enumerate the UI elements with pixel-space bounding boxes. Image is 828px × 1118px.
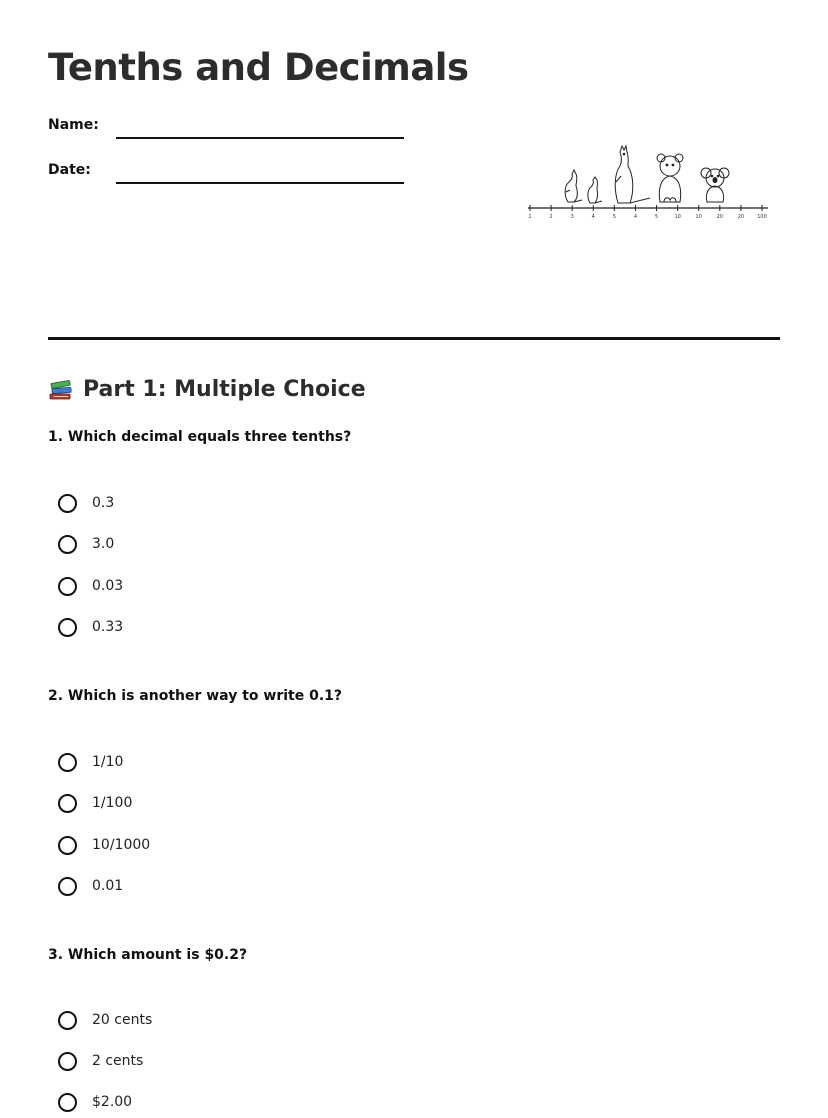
radio-button[interactable] (58, 877, 77, 896)
number-line-label: 20 (737, 214, 745, 220)
option-label: 1/100 (92, 795, 133, 811)
option-label: 3.0 (92, 536, 115, 552)
option-label: 0.03 (92, 578, 124, 594)
date-line[interactable] (116, 182, 404, 184)
radio-button[interactable] (58, 577, 77, 596)
date-field[interactable] (48, 162, 408, 186)
radio-button[interactable] (58, 1093, 77, 1112)
worksheet-title: Tenths and Decimals (48, 46, 469, 89)
answer-option[interactable] (58, 790, 358, 816)
number-line-label: 3 (570, 214, 574, 220)
radio-button[interactable] (58, 794, 77, 813)
answer-option[interactable] (58, 873, 358, 899)
date-label: Date: (48, 162, 91, 178)
radio-button[interactable] (58, 836, 77, 855)
question-text: 1. Which decimal equals three tenths? (48, 429, 352, 445)
koala (701, 168, 729, 202)
name-line[interactable] (116, 137, 404, 139)
number-line-label: 2 (549, 214, 553, 220)
number-line-label: 4 (633, 214, 638, 220)
option-label: 0.3 (92, 495, 115, 511)
part1-title: Part 1: Multiple Choice (83, 376, 366, 402)
option-label: 0.33 (92, 619, 124, 635)
small-kangaroo-1 (565, 170, 582, 202)
option-label: 1/10 (92, 754, 124, 770)
sitting-koala (657, 154, 683, 202)
small-kangaroo-2 (588, 177, 602, 203)
part1-heading (48, 374, 366, 404)
option-label: 10/1000 (92, 837, 151, 853)
question-text: 2. Which is another way to write 0.1? (48, 688, 343, 704)
answer-option[interactable] (58, 490, 358, 516)
answer-option[interactable] (58, 573, 358, 599)
answer-option[interactable] (58, 1089, 358, 1115)
number-line-label: 5 (612, 214, 616, 220)
number-line-label: 20 (716, 214, 724, 220)
number-line-label: 5 (654, 214, 659, 220)
number-line-label: 10 (674, 214, 681, 220)
option-label: 0.01 (92, 878, 124, 894)
option-label: 2 cents (92, 1053, 144, 1069)
answer-option[interactable] (58, 832, 358, 858)
name-label: Name: (48, 117, 99, 133)
radio-button[interactable] (58, 1011, 77, 1030)
radio-button[interactable] (58, 618, 77, 637)
section-divider (48, 337, 780, 340)
option-label: 20 cents (92, 1012, 153, 1028)
answer-option[interactable] (58, 614, 358, 640)
number-line-label: 4 (591, 214, 595, 220)
answer-option[interactable] (58, 1048, 358, 1074)
animals-number-line-illustration (526, 140, 772, 222)
number-line-label: 100 (757, 214, 767, 220)
radio-button[interactable] (58, 494, 77, 513)
option-label: $2.00 (92, 1094, 133, 1110)
radio-button[interactable] (58, 1052, 77, 1071)
answer-option[interactable] (58, 531, 358, 557)
tall-kangaroo (615, 146, 650, 203)
radio-button[interactable] (58, 535, 77, 554)
question-text: 3. Which amount is $0.2? (48, 947, 248, 963)
radio-button[interactable] (58, 753, 77, 772)
answer-option[interactable] (58, 1007, 358, 1033)
number-line-label: 1 (528, 214, 532, 220)
worksheet-page (48, 0, 780, 1118)
name-field[interactable] (48, 117, 408, 141)
books-icon (48, 376, 74, 402)
answer-option[interactable] (58, 749, 358, 775)
number-line-label: 10 (695, 214, 702, 220)
